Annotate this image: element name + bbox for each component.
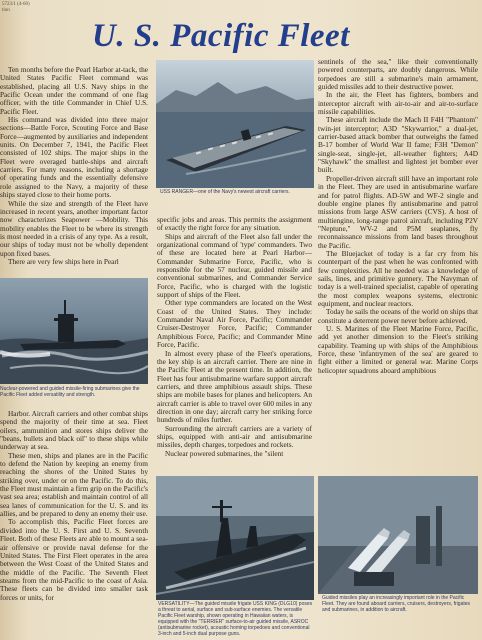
frigate-caption: VERSATILITY—The guided missile frigate USS KING (DLG10) poses a threat to aerial, surface and sub-surface enemies. The versatile Pacific Fleet warship, shown operating in Hawaiian waters, is equipped with the "TERRIER" surface-to-air guided missile, ASROC (antisubmarine rocket), acoustic homing torpedoes and conventional 3-inch and 5-inch dual purpose guns. [158, 601, 313, 637]
missile-caption: Guided missiles play an increasingly important role in the Pacific Fleet. They are found aboard carriers, cruisers, destroyers, frigates and submarines, in addition to aircraft. [322, 595, 471, 613]
frigate-photo [156, 476, 314, 600]
paragraph: U. S. Marines of the Fleet Marine Force, Pacific, add yet another dimension to the Fleet's striking capability. Teaming up with ships of the Amphibious Force, these 'infantrymen of the sea' are geared to fight either a limited or general war. Marine Corps helicopter squadrons aboard amphibious [318, 324, 478, 375]
paragraph: specific jobs and areas. This permits the assignment of exactly the right force for any situation. [157, 216, 312, 233]
paragraph: Nuclear powered submarines, the "silent [165, 448, 284, 458]
paragraph: Today he sails the oceans of the world on ships that constitute a deterrent power never before achieved. [318, 307, 478, 325]
submarine-photo [0, 278, 148, 384]
column-1-bottom [0, 410, 148, 640]
paragraph: Surrounding the aircraft carriers are a variety of ships, equipped with anti-air and antisubmarine missiles, depth charges, torpedoes and rockets. [157, 423, 312, 450]
paragraph: Ten months before the Pearl Harbor at-tack, the United States Pacific Fleet command was established, placing all U.S. Navy ships in the Pacific Ocean under the command of one flag officer, with the title Commander in Chief U.S. Pacific Fleet. [0, 66, 148, 116]
paragraph: sentinels of the sea," like their conventionally powered counterparts, are doubly dangerous. While torpedoes are still a submarine's main armament, guided missiles add to their destructive power. [318, 58, 478, 92]
paragraph: While the size and strength of the Fleet have increased in recent years, another important factor now characterizes Seapower —Mobility. This mobility enables the Fleet to be where its strength is most needed in a crisis of any type. As a result, our ships of today must not be wholly dependent upon fixed bases. [0, 198, 148, 258]
paragraph: These aircraft include the Mach II F4H "Phantom" twin-jet interceptor; A3D "Skywarrior," a dual-jet, carrier-based attack bomber that outweighs the famed B-17 bomber of World War II fame; F3H "Demon" single-seat, single-jet, all-weather fighters; A4D "Skyhawk" the smallest and lightest jet bomber ever built. [318, 115, 478, 175]
missile-launcher-photo [318, 476, 478, 594]
paragraph: Harbor. Aircraft carriers and other combat ships spend the majority of their time at sea. Fleet oilers, ammunition and stores ships deliver the "beans, bullets and black oil" to these ships while underway at sea. [0, 410, 148, 452]
carrier-caption: USS RANGER—one of the Navy's newest aircraft carriers. [160, 189, 290, 195]
paragraph: To accomplish this, Pacific Fleet forces are divided into the U. S. First and U. S. Seventh Fleet. Both of these Fleets are able to mount a sea-air offensive or provide naval defense for the United States. The First Fleet operates in the area between the West Coast of the United States and the middle of the Pacific. The Seventh Fleet steams from the mid-Pacific to the coast of Asia. These fleets can be divided into smaller task forces or units, for [0, 517, 148, 602]
paragraph: Ships and aircraft of the Fleet also fall under the organizational command of 'type' commanders. Two of these are located here at Pearl Harbor—Commander Submarine Force, Pacific, who is responsible for the 57 nuclear, guided missile and conventional submarines, and Commander Service Force, Pacific, who is charged with the logistic support of ships of the Fleet. [157, 231, 312, 300]
paragraph: Other type commanders are located on the West Coast of the United States. They include: Commander Naval Air Force, Pacific; Commander Cruiser-Destroyer Force, Pacific; Commander Amphibious Force, Pacific; and Commander Mine Force, Pacific. [157, 298, 312, 350]
submarine-caption: Nuclear-powered and guided missile-firing submarines give the Pacific Fleet added versatility and strength. [0, 386, 140, 398]
paragraph: Propeller-driven aircraft still have an important role in the Fleet. They are used in antisubmarine warfare and for patrol flights. AD-5W and WF-2 single and double engine planes fly antisubmarine and patrol missions from large ASW carriers (CVS). A host of multiengine, long-range patrol aircraft, including P2V "Neptune," WV-2 and P5M seaplanes, fly reconnaissance missions from land bases throughout the Pacific. [318, 173, 478, 250]
paragraph: These men, ships and planes are in the Pacific to defend the Nation by keeping an enemy from reaching the shores of the United States by striking over, under or on the Pacific. To do this, the Fleet must maintain a firm grip on the Pacific's vast sea area; establish and maintain control of all sea lanes of communication for the U. S. and its allies, and be prepared to deny an enemy their use. [0, 450, 148, 519]
paragraph: In the air, the Fleet has fighters, bombers and interceptor aircraft with air-to-air and air-to-surface missile capabilities. [318, 90, 478, 117]
aircraft-carrier-photo [156, 60, 314, 188]
column-3 [318, 58, 478, 474]
form-number: 5723/1 (4-60) tion [2, 2, 30, 13]
paragraph: There are very few ships here in Pearl [8, 256, 119, 266]
column-2 [157, 216, 312, 472]
paragraph: The Bluejacket of today is a far cry from his counterpart of the past when he was confronted with few complexities. All he needed was a knowledge of sails, lines, and primitive gunnery. The Navyman of today is a well-trained specialist, capable of operating the most complex weapons systems, electronic equipment, and nuclear reactors. [318, 248, 478, 308]
paragraph: In almost every phase of the Fleet's operations, the key ship is an aircraft carrier. There are nine in the Pacific Fleet at the present time. In addition, the Fleet has four antisubmarine warfare support aircraft carriers, and three amphibious assault ships. These ships are mobile bases for planes and helicopters. An aircraft carrier is able to travel over 600 miles in any direction in one day; aircraft carry her striking force hundreds of miles further. [157, 348, 312, 425]
page-title: U. S. Pacific Fleet [92, 18, 350, 54]
paragraph: His command was divided into three major sections—Battle Force, Scouting Force and Base Force—augmented by auxiliaries and independent units. On December 7, 1941, the Pacific Fleet consisted of 102 ships. The major ships in the Fleet were overaged battle-ships and aircraft carriers. For many reasons, including a shortage of operating funds and the essentially defensive role assigned to the Navy, a majority of these ships stayed close to their home ports. [0, 115, 148, 200]
column-1-top [0, 66, 148, 276]
